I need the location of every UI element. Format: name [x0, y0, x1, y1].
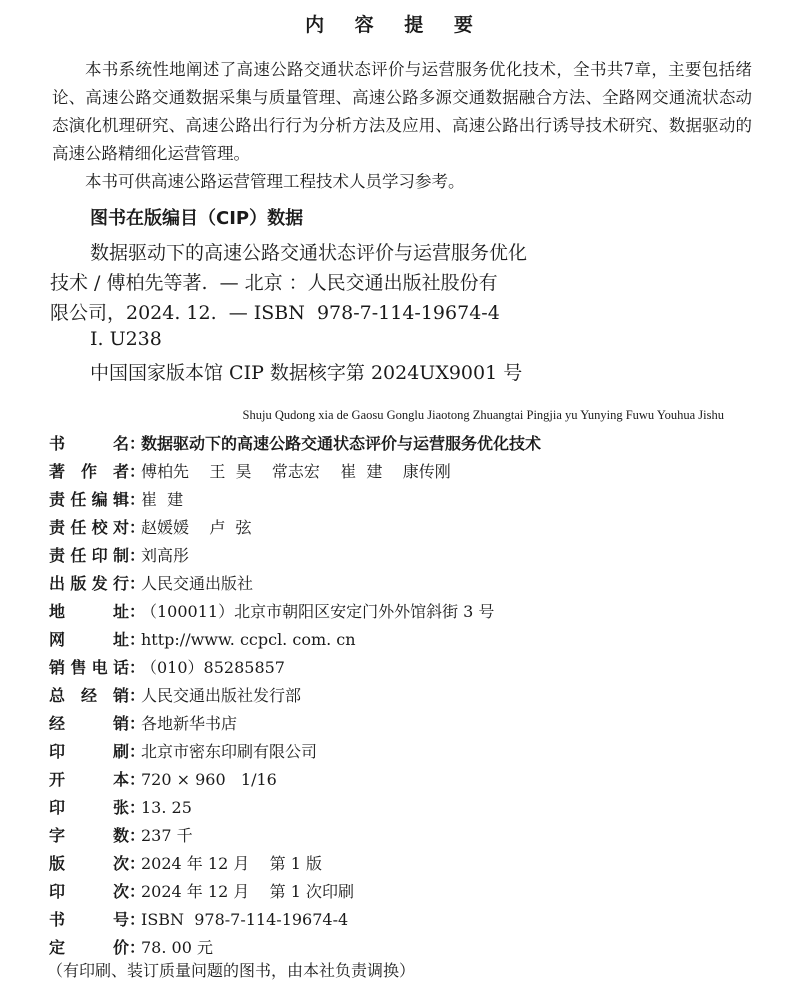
detail-label: 印 张 [49, 798, 129, 817]
detail-value: （010）85285857 [141, 658, 285, 677]
label-colon: ： [129, 574, 146, 593]
detail-label: 总 经 销 [49, 686, 129, 705]
label-colon: ： [129, 658, 146, 677]
pinyin-title: Shuju Qudong xia de Gaosu Gonglu Jiaotong Zhuangtai Pingjia yu Yunying Fuwu Youhua Jishu [242, 408, 724, 422]
detail-label: 版 次 [49, 854, 129, 873]
detail-row [49, 570, 770, 598]
detail-label: 经 销 [49, 714, 129, 733]
label-colon: ： [129, 686, 146, 705]
detail-row [49, 598, 770, 626]
detail-label: 地 址 [49, 602, 129, 621]
summary-paragraph: 本书可供高速公路运营管理工程技术人员学习参考。 [85, 172, 465, 191]
detail-value: ISBN 978-7-114-19674-4 [141, 910, 349, 929]
detail-value: 人民交通出版社 [141, 574, 254, 593]
detail-label: 销 售 电 话 [49, 658, 129, 677]
detail-row [49, 514, 770, 542]
detail-value: 刘高彤 [141, 546, 190, 565]
label-colon: ： [129, 938, 146, 957]
detail-row [49, 906, 770, 934]
detail-label: 著 作 者 [49, 462, 129, 481]
detail-row [49, 626, 770, 654]
detail-value: 2024 年 12 月 第 1 版 [141, 854, 323, 873]
detail-value: 720 × 960 1/16 [141, 770, 277, 789]
detail-row [49, 486, 770, 514]
label-colon: ： [129, 742, 146, 761]
label-colon: ： [129, 630, 146, 649]
label-colon: ： [129, 518, 146, 537]
detail-row [49, 682, 770, 710]
label-colon: ： [129, 434, 146, 453]
cip-line: 限公司，2024. 12. — ISBN 978-7-114-19674-4 [50, 302, 500, 324]
cip-line: Ⅰ. U238 [90, 328, 162, 350]
label-colon: ： [129, 826, 146, 845]
detail-value: 傅柏先 王 昊 常志宏 崔 建 康传刚 [141, 462, 451, 481]
detail-label: 定 价 [49, 938, 129, 957]
summary-body [52, 56, 752, 196]
detail-row [49, 710, 770, 738]
label-colon: ： [129, 770, 146, 789]
detail-value: 2024 年 12 月 第 1 次印刷 [141, 882, 355, 901]
publication-details [49, 430, 770, 962]
detail-row [49, 850, 770, 878]
label-colon: ： [129, 882, 146, 901]
detail-label: 书 名 [49, 434, 129, 453]
detail-row [49, 458, 770, 486]
detail-label: 书 号 [49, 910, 129, 929]
cip-line: 数据驱动下的高速公路交通状态评价与运营服务优化 [90, 242, 528, 264]
label-colon: ： [129, 714, 146, 733]
detail-value: 崔 建 [141, 490, 184, 509]
detail-label: 责 任 校 对 [49, 518, 129, 537]
detail-row [49, 542, 770, 570]
detail-row [49, 766, 770, 794]
detail-label: 印 次 [49, 882, 129, 901]
detail-row [49, 878, 770, 906]
cip-heading: 图书在版编目（CIP）数据 [90, 208, 304, 229]
label-colon: ： [129, 546, 146, 565]
detail-value: 237 千 [141, 826, 193, 845]
detail-value: 各地新华书店 [141, 714, 238, 733]
detail-value: 13. 25 [141, 798, 192, 817]
detail-label: 出 版 发 行 [49, 574, 129, 593]
detail-label: 网 址 [49, 630, 129, 649]
cip-line: 中国国家版本馆 CIP 数据核字第 2024UX9001 号 [90, 362, 523, 384]
label-colon: ： [129, 490, 146, 509]
detail-value: 78. 00 元 [141, 938, 213, 957]
label-colon: ： [129, 462, 146, 481]
detail-value: 赵媛媛 卢 弦 [141, 518, 252, 537]
footnote: （有印刷、装订质量问题的图书，由本社负责调换） [47, 961, 416, 980]
detail-row [49, 822, 770, 850]
label-colon: ： [129, 602, 146, 621]
detail-row [49, 794, 770, 822]
detail-value: 北京市密东印刷有限公司 [141, 742, 318, 761]
summary-title: 内 容 提 要 [305, 14, 485, 36]
detail-value: 人民交通出版社发行部 [141, 686, 302, 705]
detail-value: （100011）北京市朝阳区安定门外外馆斜街 3 号 [141, 602, 495, 621]
detail-row [49, 654, 770, 682]
detail-value: http://www. ccpcl. com. cn [141, 630, 356, 649]
label-colon: ： [129, 910, 146, 929]
detail-label: 印 刷 [49, 742, 129, 761]
detail-value: 数据驱动下的高速公路交通状态评价与运营服务优化技术 [141, 434, 542, 453]
cip-line: 技术 / 傅柏先等著. — 北京 ：人民交通出版社股份有 [50, 272, 498, 294]
label-colon: ： [129, 854, 146, 873]
detail-row [49, 430, 770, 458]
detail-label: 责 任 编 辑 [49, 490, 129, 509]
label-colon: ： [129, 798, 146, 817]
detail-label: 责 任 印 制 [49, 546, 129, 565]
detail-row [49, 738, 770, 766]
detail-label: 字 数 [49, 826, 129, 845]
summary-paragraph: 本书系统性地阐述了高速公路交通状态评价与运营服务优化技术，全书共7章，主要包括绪论、高速公路交通数据采集与质量管理、高速公路多源交通数据融合方法、全路网交通流状态动态演化机理研究、高速公路出行行为分析方法及应用、高速公路出行诱导技术研究、数据驱动的高速公路精细化运营管理。 [52, 60, 752, 163]
detail-label: 开 本 [49, 770, 129, 789]
